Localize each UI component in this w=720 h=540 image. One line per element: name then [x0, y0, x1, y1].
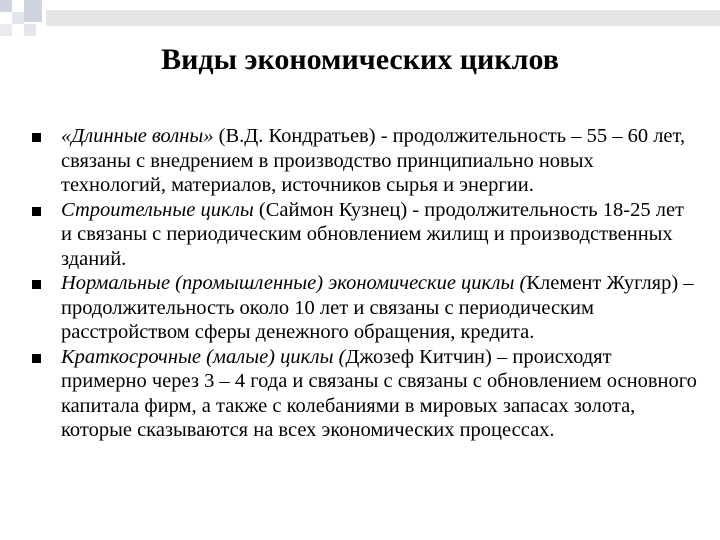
- item-body: (В.Д. Кондратьев) - продолжительность – 55 – 60 лет, связаны с внедрением в производство принципиально новых технологий, материалов, источников сырья и энергии.: [61, 125, 686, 196]
- header-square-5: [0, 24, 12, 36]
- header-square-2: [12, 12, 24, 24]
- header-square-4: [24, 24, 36, 36]
- item-lead: Нормальные (промышленные) экономические циклы (: [61, 272, 527, 294]
- list-item: [32, 198, 698, 272]
- item-body: (Саймон Кузнец) - продолжительность 18-25 лет и связаны с периодическим обновлением жилищ и производственных зданий.: [61, 198, 685, 270]
- square-bullet-icon: [32, 133, 41, 142]
- square-bullet-icon: [32, 207, 41, 216]
- header-bar: [46, 10, 720, 26]
- list-item: [32, 345, 698, 443]
- item-lead: Краткосрочные (малые) циклы (: [61, 345, 346, 368]
- bullet-list: [32, 124, 698, 443]
- slide-title: Виды экономических циклов: [161, 43, 559, 76]
- header-square-3: [24, 0, 42, 22]
- square-bullet-icon: [32, 280, 41, 289]
- item-lead: «Длинные волны»: [61, 125, 214, 147]
- square-bullet-icon: [32, 354, 41, 363]
- item-body: Джозеф Китчин) – происходят примерно через 3 – 4 года и связаны с связаны с обновлением основного капитала фирм, а также с колебаниями в мировых запасах золота, которые сказываются на всех экономических процессах.: [61, 345, 697, 441]
- list-item: [32, 271, 698, 345]
- list-item: [32, 124, 698, 198]
- header-square-1: [0, 0, 12, 12]
- item-lead: Строительные циклы: [61, 198, 254, 221]
- decorative-header: [0, 0, 720, 40]
- item-body: Клемент Жугляр) – продолжительность около 10 лет и связаны с периодическим расстройством сферы денежного обращения, кредита.: [61, 272, 694, 343]
